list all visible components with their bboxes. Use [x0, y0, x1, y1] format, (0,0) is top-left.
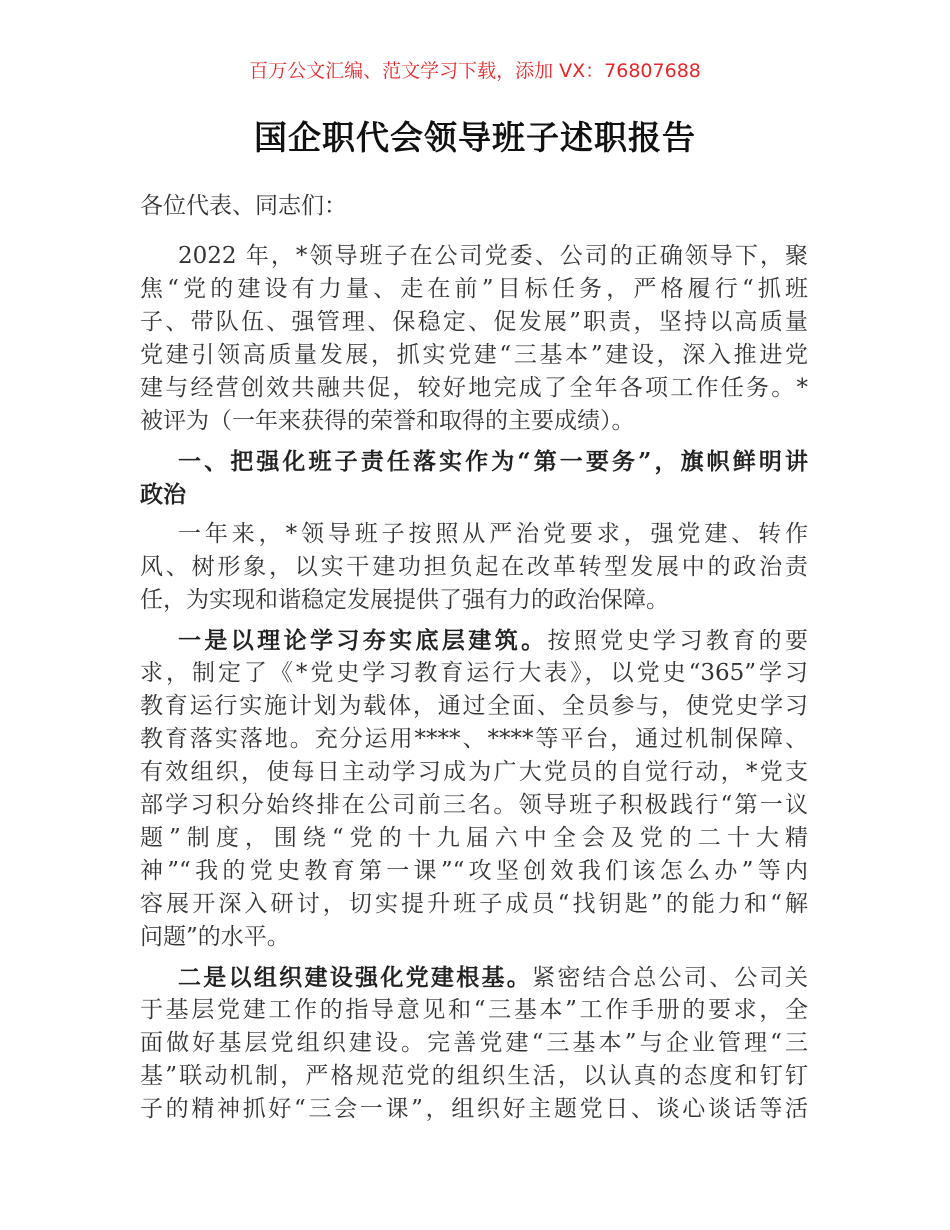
greeting-text: 各位代表、同志们：	[140, 193, 347, 219]
text-line: 神”“我的党史教育第一课”“攻坚创效我们该怎么办”等内	[140, 858, 808, 884]
text-line: 题”制度，围绕“党的十九届六中全会及党的二十大精	[140, 825, 808, 851]
watermark-header: 百万公文汇编、范文学习下载，添加 VX：76807688	[249, 60, 701, 82]
text-line: 子、带队伍、强管理、保稳定、促发展”职责，坚持以高质量	[140, 309, 808, 335]
text-line: 被评为（一年来获得的荣誉和取得的主要成绩）。	[140, 408, 635, 434]
text-line: 问题”的水平。	[140, 924, 290, 950]
text-line: 容展开深入研讨，切实提升班子成员“找钥匙”的能力和“解	[140, 891, 808, 917]
text-line: 部学习积分始终排在公司前三名。领导班子积极践行“第一议	[140, 792, 808, 818]
text-line: 于基层党建工作的指导意见和“三基本”工作手册的要求，全	[140, 997, 808, 1023]
text-line: 面做好基层党组织建设。完善党建“三基本”与企业管理“三	[140, 1030, 808, 1056]
bold-lead: 二是以组织建设强化党建根基。	[178, 964, 533, 991]
text-line: 党建引领高质量发展，抓实党建“三基本”建设，深入推进党	[140, 342, 808, 368]
text-line	[140, 624, 808, 657]
text-line: 风、树形象，以实干建功担负起在改革转型发展中的政治责	[140, 554, 808, 580]
text-line: 基”联动机制，严格规范党的组织生活，以认真的态度和钉钉	[140, 1063, 808, 1089]
document-title: 国企职代会领导班子述职报告	[254, 118, 696, 157]
greeting	[140, 190, 808, 223]
text-line: 焦“党的建设有力量、走在前”目标任务，严格履行“抓班	[140, 276, 808, 302]
bold-lead: 一是以理论学习夯实底层建筑。	[178, 627, 548, 654]
text-line: 教育运行实施计划为载体，通过全面、全员参与，使党史学习	[140, 693, 808, 719]
text-line: 求，制定了《*党史学习教育运行大表》，以党史“365”学习	[140, 660, 808, 686]
lead-rest: 紧密结合总公司、公司关	[532, 965, 809, 991]
text-line: 任，为实现和谐稳定发展提供了强有力的政治保障。	[140, 587, 669, 613]
lead-rest: 按照党史学习教育的要	[547, 628, 809, 654]
paragraph-theory-study	[140, 624, 808, 954]
paragraph-intro	[140, 240, 808, 438]
text-line: 建与经营创效共融共促，较好地完成了全年各项工作任务。*	[140, 375, 808, 401]
paragraph-organization	[140, 961, 808, 1126]
text-line: 有效组织，使每日主动学习成为广大党员的自觉行动，*党支	[140, 759, 808, 785]
text-line: 子的精神抓好“三会一课”，组织好主题党日、谈心谈话等活	[140, 1096, 808, 1122]
text-line: 一、把强化班子责任落实作为“第一要务”，旗帜鲜明讲	[178, 448, 808, 475]
text-line: 一年来，*领导班子按照从严治党要求，强党建、转作	[178, 521, 808, 547]
text-line	[140, 961, 808, 994]
paragraph-section1-intro	[140, 518, 808, 617]
text-line: 2022 年，*领导班子在公司党委、公司的正确领导下，聚	[178, 243, 808, 269]
text-line: 教育落实落地。充分运用****、****等平台，通过机制保障、	[140, 726, 808, 752]
section-heading-1	[140, 445, 808, 511]
document-body	[140, 190, 808, 1126]
text-line: 政治	[140, 481, 186, 508]
